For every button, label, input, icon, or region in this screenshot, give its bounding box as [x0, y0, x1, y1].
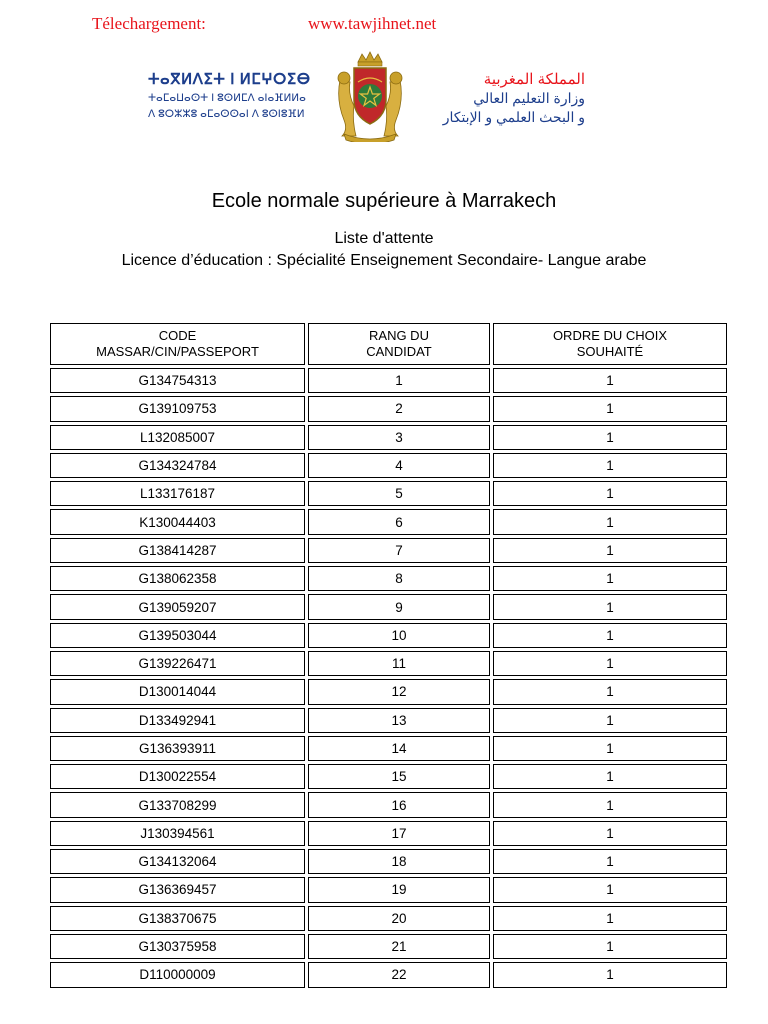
table-row — [50, 934, 727, 959]
table-row — [50, 877, 727, 902]
cell-code: D130014044 — [50, 679, 305, 704]
cell-choice-order: 1 — [493, 368, 727, 393]
cell-rank: 22 — [308, 962, 490, 987]
table-row — [50, 509, 727, 534]
cell-choice-order: 1 — [493, 792, 727, 817]
table-row — [50, 764, 727, 789]
cell-rank: 20 — [308, 906, 490, 931]
arabic-ministry-name — [425, 70, 585, 126]
waitlist-table — [47, 320, 730, 991]
cell-choice-order: 1 — [493, 623, 727, 648]
table-row — [50, 566, 727, 591]
table-row — [50, 651, 727, 676]
download-banner — [0, 14, 768, 36]
table-row — [50, 425, 727, 450]
column-header-code: CODE MASSAR/CIN/PASSEPORT — [50, 323, 305, 365]
cell-rank: 17 — [308, 821, 490, 846]
cell-rank: 16 — [308, 792, 490, 817]
cell-rank: 1 — [308, 368, 490, 393]
cell-choice-order: 1 — [493, 736, 727, 761]
tifinagh-line: ⴷ ⵓⵔⵣⵣⵓ ⴰⵎⴰⵙⵙⴰⵏ ⴷ ⵓⵙⵏⵓⴼⵍ — [148, 108, 305, 120]
cell-choice-order: 1 — [493, 962, 727, 987]
tifinagh-ministry-name — [148, 70, 328, 120]
arabic-line: و البحث العلمي و الإبتكار — [442, 109, 585, 125]
table-row — [50, 849, 727, 874]
cell-rank: 13 — [308, 708, 490, 733]
cell-choice-order: 1 — [493, 396, 727, 421]
cell-code: K130044403 — [50, 509, 305, 534]
column-header-choice-order: ORDRE DU CHOIX SOUHAITÉ — [493, 323, 727, 365]
cell-choice-order: 1 — [493, 425, 727, 450]
cell-code: D133492941 — [50, 708, 305, 733]
cell-code: G139503044 — [50, 623, 305, 648]
arabic-line: المملكة المغربية — [483, 71, 585, 88]
cell-choice-order: 1 — [493, 679, 727, 704]
cell-rank: 5 — [308, 481, 490, 506]
cell-rank: 15 — [308, 764, 490, 789]
cell-choice-order: 1 — [493, 538, 727, 563]
tifinagh-line: ⵜⴰⴳⵍⴷⵉⵜ ⵏ ⵍⵎⵖⵔⵉⴱ — [148, 71, 311, 88]
table-header-row — [50, 323, 727, 365]
table-row — [50, 962, 727, 987]
ministry-header — [0, 50, 768, 145]
cell-code: G138370675 — [50, 906, 305, 931]
table-row — [50, 821, 727, 846]
cell-code: G133708299 — [50, 792, 305, 817]
cell-rank: 18 — [308, 849, 490, 874]
cell-code: G134324784 — [50, 453, 305, 478]
table-row — [50, 708, 727, 733]
cell-rank: 6 — [308, 509, 490, 534]
cell-code: G136369457 — [50, 877, 305, 902]
table-row — [50, 623, 727, 648]
cell-code: G139226471 — [50, 651, 305, 676]
cell-code: G130375958 — [50, 934, 305, 959]
column-header-rank: RANG DU CANDIDAT — [308, 323, 490, 365]
cell-choice-order: 1 — [493, 566, 727, 591]
cell-code: D110000009 — [50, 962, 305, 987]
download-label: Télechargement: — [92, 14, 206, 33]
page-title: Ecole normale supérieure à Marrakech — [211, 190, 557, 212]
cell-rank: 19 — [308, 877, 490, 902]
table-row — [50, 453, 727, 478]
table-row — [50, 906, 727, 931]
cell-rank: 14 — [308, 736, 490, 761]
table-body — [50, 368, 727, 988]
table-row — [50, 792, 727, 817]
table-row — [50, 368, 727, 393]
table-row — [50, 594, 727, 619]
cell-code: L132085007 — [50, 425, 305, 450]
cell-code: G138062358 — [50, 566, 305, 591]
table-row — [50, 736, 727, 761]
cell-choice-order: 1 — [493, 849, 727, 874]
tifinagh-line: ⵜⴰⵎⴰⵡⴰⵙⵜ ⵏ ⵓⵙⵍⵎⴷ ⴰⵏⴰⴼⵍⵍⴰ — [148, 92, 306, 104]
document-heading — [0, 190, 768, 270]
cell-choice-order: 1 — [493, 821, 727, 846]
cell-rank: 3 — [308, 425, 490, 450]
cell-choice-order: 1 — [493, 594, 727, 619]
cell-choice-order: 1 — [493, 651, 727, 676]
cell-rank: 7 — [308, 538, 490, 563]
table-row — [50, 538, 727, 563]
table-row — [50, 481, 727, 506]
table-row — [50, 396, 727, 421]
cell-code: G138414287 — [50, 538, 305, 563]
cell-rank: 9 — [308, 594, 490, 619]
table-row — [50, 679, 727, 704]
cell-rank: 2 — [308, 396, 490, 421]
cell-rank: 4 — [308, 453, 490, 478]
cell-choice-order: 1 — [493, 453, 727, 478]
cell-choice-order: 1 — [493, 764, 727, 789]
cell-rank: 8 — [308, 566, 490, 591]
cell-rank: 10 — [308, 623, 490, 648]
cell-choice-order: 1 — [493, 481, 727, 506]
download-url-link[interactable]: www.tawjihnet.net — [308, 14, 437, 33]
cell-rank: 11 — [308, 651, 490, 676]
page-subtitle: Liste d'attente — [334, 230, 434, 247]
cell-code: L133176187 — [50, 481, 305, 506]
cell-code: G139059207 — [50, 594, 305, 619]
cell-code: G139109753 — [50, 396, 305, 421]
program-name: Licence d’éducation : Spécialité Enseignement Secondaire- Langue arabe — [121, 252, 647, 269]
cell-choice-order: 1 — [493, 509, 727, 534]
cell-code: G136393911 — [50, 736, 305, 761]
arabic-line: وزارة التعليم العالي — [473, 90, 585, 106]
cell-rank: 12 — [308, 679, 490, 704]
cell-code: G134132064 — [50, 849, 305, 874]
cell-code: J130394561 — [50, 821, 305, 846]
moroccan-coat-of-arms-icon — [330, 50, 410, 142]
cell-choice-order: 1 — [493, 934, 727, 959]
cell-choice-order: 1 — [493, 708, 727, 733]
cell-choice-order: 1 — [493, 877, 727, 902]
cell-choice-order: 1 — [493, 906, 727, 931]
cell-rank: 21 — [308, 934, 490, 959]
cell-code: D130022554 — [50, 764, 305, 789]
cell-code: G134754313 — [50, 368, 305, 393]
